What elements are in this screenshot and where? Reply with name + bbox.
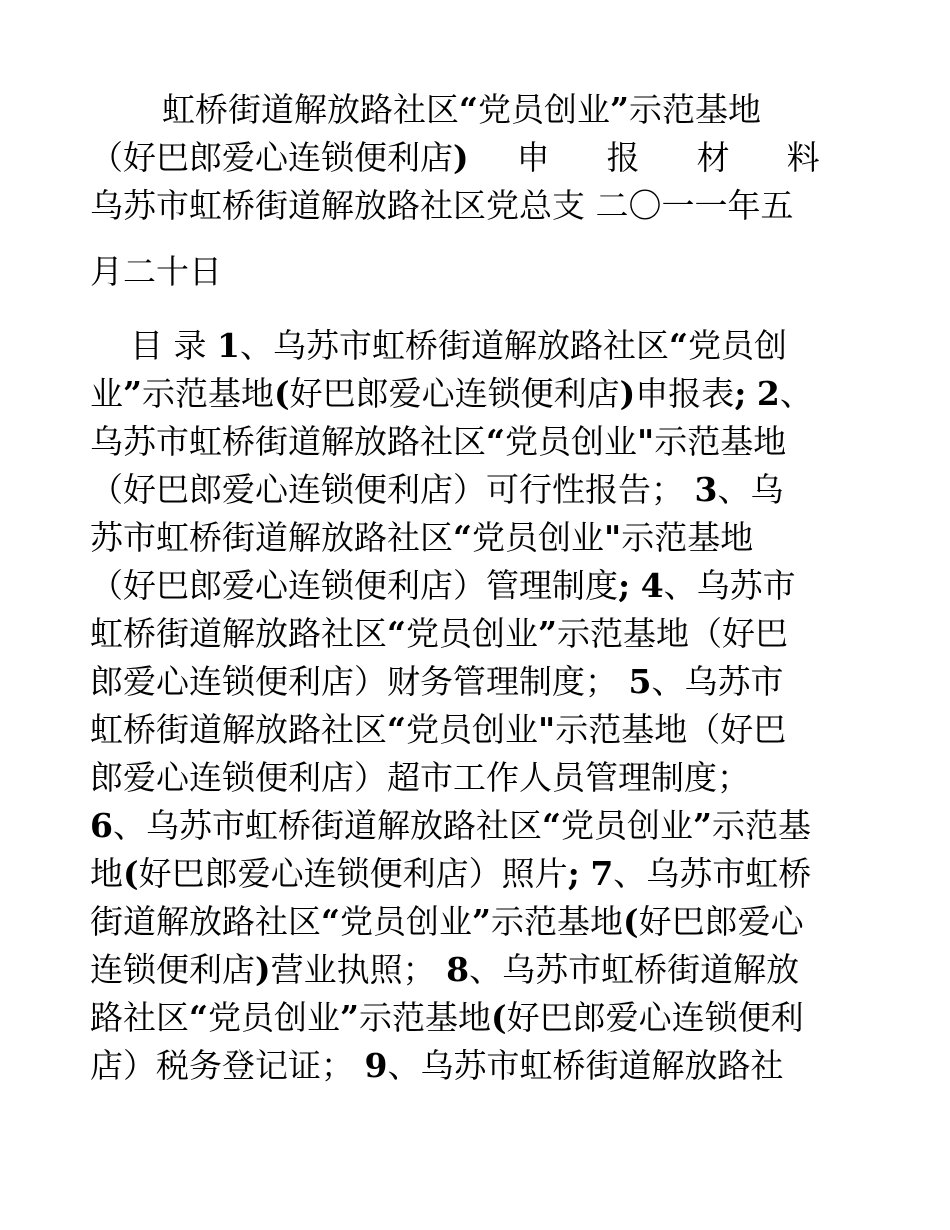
toc-line: 业”示范基地(好巴郎爱心连锁便利店)申报表; 2、 [90,374,813,413]
toc-line: 店）税务登记证； 9、乌苏市虹桥街道解放路社 [90,1046,784,1085]
org-line: 乌苏市虹桥街道解放路社区党总支 二〇一一年五 [90,186,794,225]
toc-line: 地(好巴郎爱心连锁便利店）照片; 7、乌苏市虹桥 [90,854,812,893]
label-char-1: 申 [516,138,550,177]
label-char-4: 料 [786,138,820,177]
toc-line: 郎爱心连锁便利店）超市工作人员管理制度； [90,758,750,797]
store-name: （好巴郎爱心连锁便利店) [90,138,469,177]
toc-line: 街道解放路社区“党员创业”示范基地(好巴郎爱心 [90,902,804,941]
label-char-2: 报 [606,138,640,177]
title-line-1: 虹桥街道解放路社区“党员创业”示范基地 [162,90,761,129]
toc-line: 郎爱心连锁便利店）财务管理制度； 5、乌苏市 [90,662,784,701]
toc-line: 6、乌苏市虹桥街道解放路社区“党员创业”示范基 [90,806,811,845]
toc-line: 苏市虹桥街道解放路社区“党员创业"示范基地 [90,518,754,557]
toc-line: 连锁便利店)营业执照； 8、乌苏市虹桥街道解放 [90,950,800,989]
label-char-3: 材 [696,138,730,177]
toc-line: （好巴郎爱心连锁便利店）管理制度; 4、乌苏市 [90,566,796,605]
toc-line: 虹桥街道解放路社区“党员创业”示范基地（好巴 [90,614,788,653]
title-line-2 [90,134,860,182]
toc-line: 路社区“党员创业”示范基地(好巴郎爱心连锁便利 [90,998,804,1037]
toc-line: 目 录 1、乌苏市虹桥街道解放路社区“党员创 [130,326,787,365]
toc-line: 乌苏市虹桥街道解放路社区“党员创业"示范基地 [90,422,787,461]
toc-line: （好巴郎爱心连锁便利店）可行性报告； 3、乌 [90,470,784,509]
date-line: 月二十日 [90,252,222,291]
document-page [90,86,860,1090]
toc-line: 虹桥街道解放路社区“党员创业"示范基地（好巴 [90,710,787,749]
